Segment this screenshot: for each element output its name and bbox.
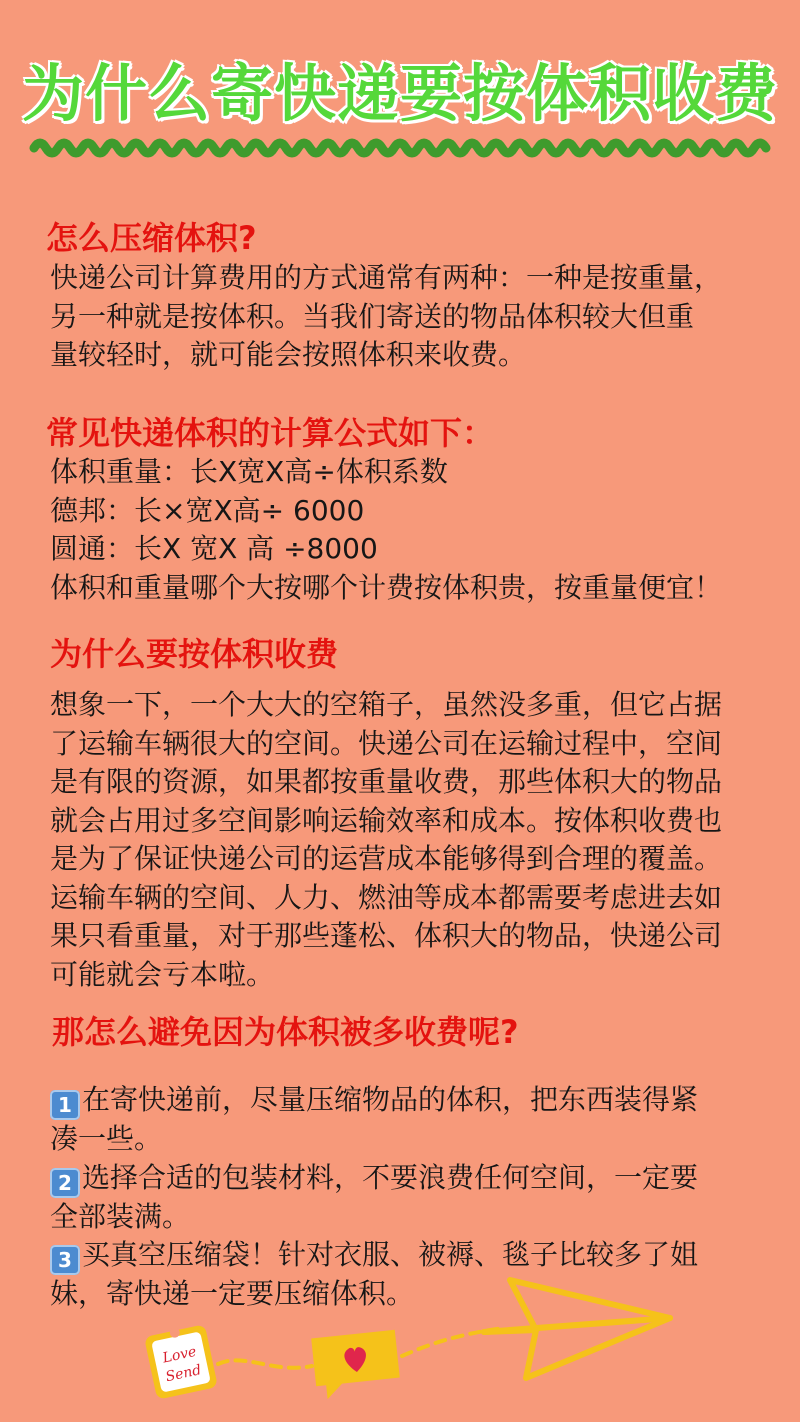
paper-plane-icon bbox=[478, 1272, 678, 1384]
section-heading-avoid: 那怎么避免因为体积被多收费呢? bbox=[52, 1013, 519, 1051]
tip-line: 凑一些。 bbox=[50, 1122, 163, 1155]
formula-line: 体积重量：长X宽X高÷体积系数 bbox=[50, 455, 448, 488]
section-heading-formula: 常见快递体积的计算公式如下： bbox=[46, 414, 495, 452]
section-heading-why: 为什么要按体积收费 bbox=[50, 635, 339, 673]
text-line: 另一种就是按体积。当我们寄送的物品体积较大但重 bbox=[50, 299, 695, 333]
formula-line: 德邦：长×宽X高÷ 6000 bbox=[50, 493, 365, 527]
section-body-compress bbox=[50, 259, 780, 375]
tip-text: 在寄快递前，尽量压缩物品的体积，把东西装得紧 bbox=[82, 1083, 699, 1116]
text-line: 快递公司计算费用的方式通常有两种：一种是按重量， bbox=[50, 261, 723, 294]
heart-envelope-icon bbox=[306, 1326, 406, 1400]
tip-line bbox=[50, 1081, 780, 1120]
section-body-formula bbox=[50, 453, 780, 607]
text-line: 果只看重量，对于那些蓬松、体积大的物品，快递公司 bbox=[50, 919, 723, 952]
text-line: 就会占用过多空间影响运输效率和成本。按体积收费也 bbox=[50, 803, 723, 837]
keycap-1-icon: 1 bbox=[50, 1090, 80, 1120]
text-line: 是有限的资源，如果都按重量收费，那些体积大的物品 bbox=[50, 765, 723, 798]
formula-line: 圆通：长X 宽X 高 ÷8000 bbox=[50, 532, 378, 565]
text-line: 体积和重量哪个大按哪个计费按体积贵，按重量便宜！ bbox=[50, 570, 723, 604]
tag-text-love: Love bbox=[161, 1343, 198, 1367]
tip-line bbox=[50, 1159, 780, 1198]
tip-line: 全部装满。 bbox=[50, 1199, 191, 1233]
text-line: 运输车辆的空间、人力、燃油等成本都需要考虑进去如 bbox=[50, 880, 723, 914]
tip-text: 选择合适的包装材料，不要浪费任何空间，一定要 bbox=[82, 1160, 699, 1194]
tag-text-send: Send bbox=[164, 1362, 203, 1386]
tip-line bbox=[50, 1236, 780, 1275]
text-line: 想象一下，一个大大的空箱子，虽然没多重，但它占据 bbox=[50, 688, 723, 721]
text-line: 量较轻时，就可能会按照体积来收费。 bbox=[50, 338, 527, 371]
page-title: 为什么寄快递要按体积收费 bbox=[21, 57, 778, 130]
tip-text: 买真空压缩袋！针对衣服、被褥、毯子比较多了姐 bbox=[82, 1238, 699, 1271]
section-body-why bbox=[50, 686, 780, 994]
love-send-tag-icon bbox=[140, 1322, 222, 1402]
wavy-divider bbox=[28, 134, 772, 162]
text-line: 是为了保证快递公司的运营成本能够得到合理的覆盖。 bbox=[50, 842, 723, 875]
tip-line: 妹，寄快递一定要压缩体积。 bbox=[50, 1277, 415, 1310]
text-line: 了运输车辆很大的空间。快递公司在运输过程中，空间 bbox=[50, 726, 723, 760]
keycap-3-icon: 3 bbox=[50, 1245, 80, 1275]
text-line: 可能就会亏本啦。 bbox=[50, 957, 275, 991]
keycap-2-icon: 2 bbox=[50, 1168, 80, 1198]
section-heading-compress: 怎么压缩体积? bbox=[46, 219, 257, 257]
